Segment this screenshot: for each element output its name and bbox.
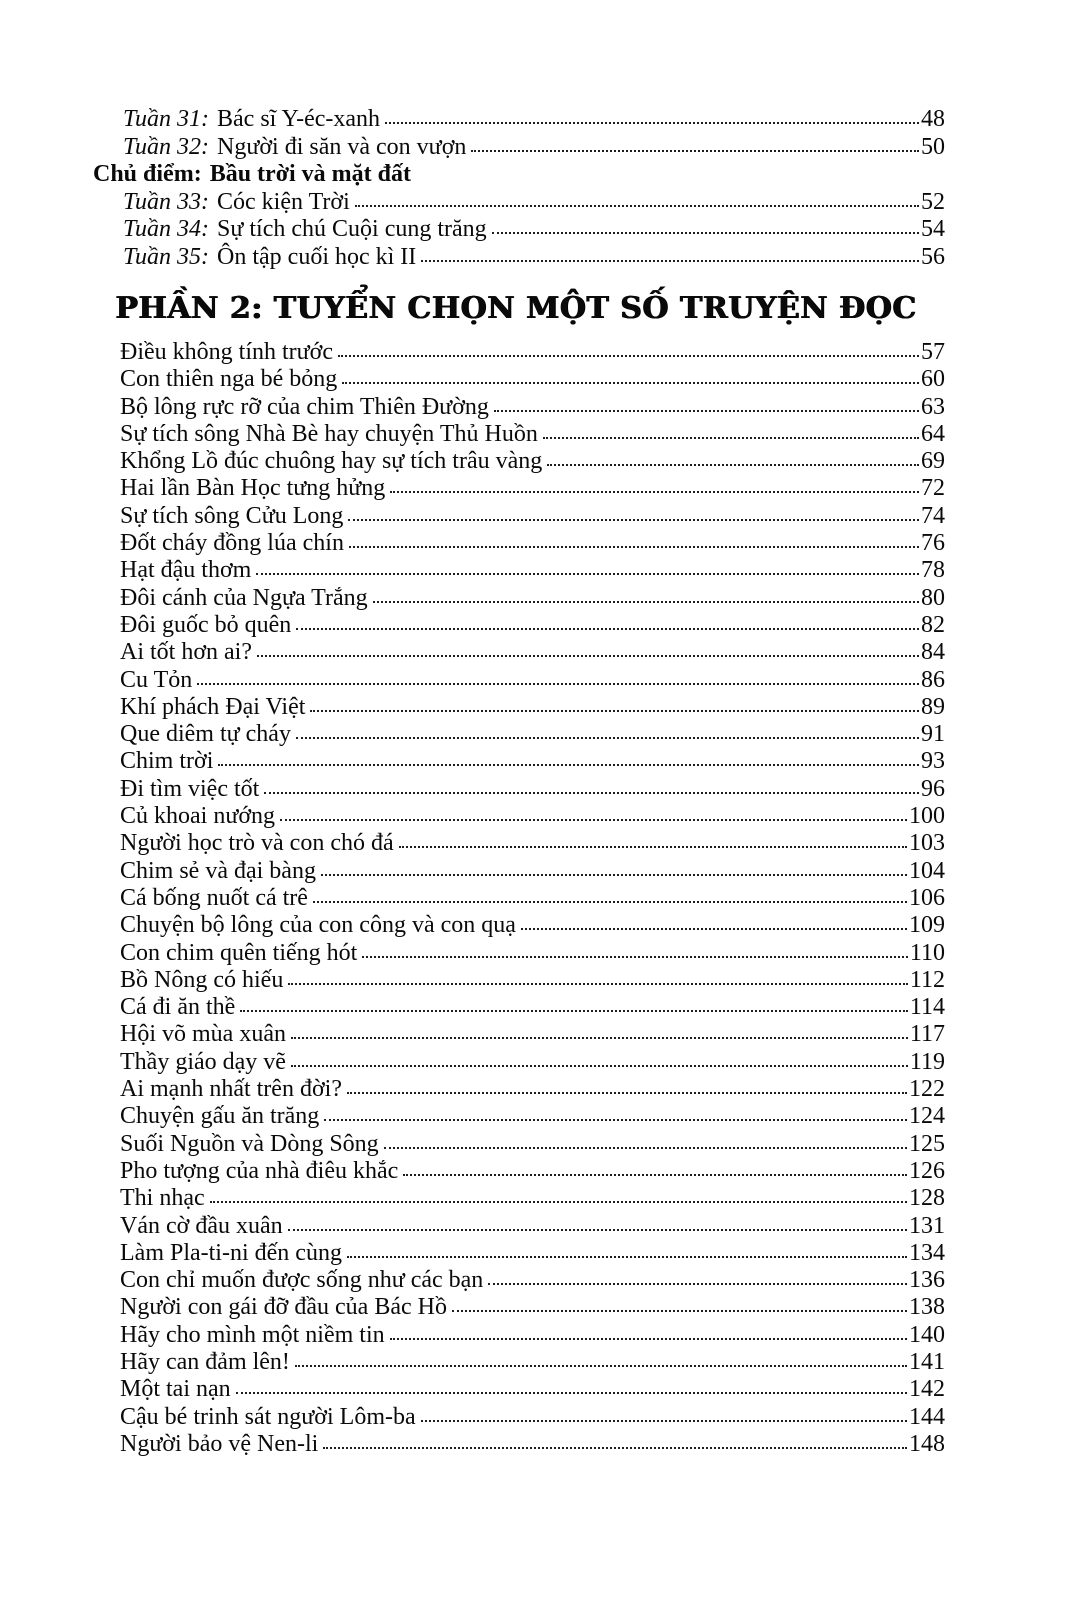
- entry-title: Suối Nguồn và Dòng Sông: [120, 1130, 379, 1157]
- dotted-leader: [295, 1365, 907, 1367]
- entry-title: Điều không tính trước: [120, 339, 333, 365]
- dotted-leader: [399, 846, 907, 848]
- toc-entry: [93, 366, 945, 393]
- dotted-leader: [280, 819, 907, 821]
- entry-title: Thầy giáo dạy vẽ: [120, 1048, 286, 1075]
- toc-entry: [93, 448, 945, 475]
- toc-entry: [93, 216, 945, 244]
- toc-entry: [93, 639, 945, 666]
- page-number: 76: [921, 530, 945, 557]
- toc-entry: [93, 1021, 945, 1048]
- toc-entry: [93, 967, 945, 994]
- week-label: Tuần 32:: [123, 133, 210, 160]
- page-number: 82: [921, 611, 945, 638]
- toc-entry: [93, 1322, 945, 1349]
- entry-title: Sự tích chú Cuội cung trăng: [217, 216, 487, 242]
- toc-entry: [93, 530, 945, 557]
- toc-part2-list: [93, 339, 945, 1458]
- toc-entry: [93, 475, 945, 502]
- entry-title: Bầu trời và mặt đất: [209, 161, 411, 187]
- toc-entry: [93, 858, 945, 885]
- dotted-leader: [390, 491, 919, 493]
- page-number: 52: [921, 188, 945, 215]
- dotted-leader: [362, 956, 908, 958]
- page-number: 78: [921, 557, 945, 584]
- page-number: 100: [909, 803, 945, 830]
- dotted-leader: [310, 710, 919, 712]
- entry-title: Sự tích sông Nhà Bè hay chuyện Thủ Huồn: [120, 420, 538, 447]
- entry-title: Que diêm tự cháy: [120, 721, 291, 748]
- page-number: 134: [909, 1239, 945, 1266]
- part2-heading: PHẦN 2: TUYỂN CHỌN MỘT SỐ TRUYỆN ĐỌC: [115, 291, 917, 326]
- entry-title: Chuyện bộ lông của con công và con quạ: [120, 912, 516, 939]
- toc-entry: [93, 776, 945, 803]
- entry-title: Bộ lông rực rỡ của chim Thiên Đường: [120, 393, 489, 420]
- theme-label: Chủ điểm:: [93, 161, 202, 187]
- entry-title: Cá đi ăn thề: [120, 994, 236, 1021]
- toc-theme-entry: [93, 161, 945, 189]
- toc-entry: [93, 1349, 945, 1376]
- entry-title: Củ khoai nướng: [120, 803, 276, 830]
- page-number: 128: [909, 1185, 945, 1212]
- dotted-leader: [210, 1201, 907, 1203]
- page-number: 91: [921, 721, 945, 748]
- toc-entry: [93, 394, 945, 421]
- page-number: 103: [909, 830, 945, 857]
- page-number: 54: [921, 216, 945, 242]
- dotted-leader: [218, 764, 919, 766]
- toc-entry: [93, 1049, 945, 1076]
- dotted-leader: [494, 410, 919, 412]
- toc-entry: [93, 1240, 945, 1267]
- dotted-leader: [313, 901, 907, 903]
- page-number: 142: [909, 1376, 945, 1403]
- entry-title: Ai mạnh nhất trên đời?: [120, 1076, 342, 1103]
- page-number: 131: [909, 1212, 945, 1239]
- toc-entry: [93, 612, 945, 639]
- toc-entry: [93, 885, 945, 912]
- toc-entry: [93, 106, 945, 134]
- toc-entry: [93, 503, 945, 530]
- toc-entry: [93, 721, 945, 748]
- entry-title: Ván cờ đầu xuân: [120, 1212, 283, 1239]
- page-number: 148: [909, 1430, 945, 1457]
- entry-title: Cậu bé trinh sát người Lôm-ba: [120, 1403, 416, 1430]
- dotted-leader: [390, 1338, 907, 1340]
- page-number: 110: [909, 939, 945, 966]
- entry-title: Bồ Nông có hiếu: [120, 966, 284, 993]
- entry-title: Con chỉ muốn được sống như các bạn: [120, 1267, 484, 1294]
- entry-title: Con chim quên tiếng hót: [120, 939, 358, 966]
- dotted-leader: [385, 122, 919, 124]
- page-number: 104: [909, 857, 945, 884]
- dotted-leader: [236, 1392, 907, 1394]
- toc-entry: [93, 1213, 945, 1240]
- dotted-leader: [421, 260, 919, 262]
- week-label: Tuần 33:: [123, 188, 210, 215]
- entry-title: Bác sĩ Y-éc-xanh: [217, 106, 381, 132]
- page-number: 141: [909, 1348, 945, 1375]
- entry-title: Ôn tập cuối học kì II: [217, 243, 417, 270]
- page-number: 140: [909, 1321, 945, 1348]
- entry-title: Cá bống nuốt cá trê: [120, 884, 308, 911]
- dotted-leader: [321, 874, 907, 876]
- dotted-leader: [296, 628, 919, 630]
- entry-title: Ai tốt hơn ai?: [120, 639, 252, 666]
- toc-entry: [93, 421, 945, 448]
- page-number: 63: [921, 393, 945, 420]
- dotted-leader: [421, 1420, 907, 1422]
- toc-entry: [93, 803, 945, 830]
- toc-entry: [93, 1185, 945, 1212]
- entry-title: Người đi săn và con vượn: [217, 133, 467, 160]
- toc-part1-list: [93, 106, 945, 271]
- page-number: 80: [921, 584, 945, 611]
- toc-entry: [93, 1158, 945, 1185]
- entry-title: Hạt đậu thơm: [120, 557, 252, 584]
- page-number: 96: [921, 775, 945, 802]
- toc-entry: [93, 694, 945, 721]
- toc-entry: [93, 748, 945, 775]
- dotted-leader: [338, 355, 919, 357]
- dotted-leader: [257, 655, 919, 657]
- week-label: Tuần 35:: [123, 243, 210, 270]
- entry-title: Đôi guốc bỏ quên: [120, 611, 292, 638]
- dotted-leader: [373, 601, 919, 603]
- toc-entry: [93, 1404, 945, 1431]
- entry-title: Hai lần Bàn Học tưng hửng: [120, 475, 386, 502]
- dotted-leader: [543, 437, 919, 439]
- dotted-leader: [296, 737, 919, 739]
- page-number: 109: [909, 912, 945, 939]
- dotted-leader: [347, 1092, 907, 1094]
- toc-entry: [93, 585, 945, 612]
- page-number: 124: [909, 1103, 945, 1130]
- page-number: 136: [909, 1267, 945, 1294]
- dotted-leader: [355, 205, 919, 207]
- entry-title: Hội võ mùa xuân: [120, 1021, 286, 1048]
- toc-entry: [93, 1267, 945, 1294]
- toc-entry: [93, 244, 945, 272]
- toc-entry: [93, 1131, 945, 1158]
- page-number: 138: [909, 1294, 945, 1321]
- entry-title: Hãy cho mình một niềm tin: [120, 1321, 385, 1348]
- entry-title: Khí phách Đại Việt: [120, 693, 306, 720]
- entry-title: Làm Pla-ti-ni đến cùng: [120, 1239, 342, 1266]
- page-number: 69: [921, 448, 945, 475]
- entry-title: Cóc kiện Trời: [217, 188, 350, 215]
- dotted-leader: [264, 792, 919, 794]
- entry-title: Đốt cháy đồng lúa chín: [120, 530, 344, 557]
- dotted-leader: [349, 546, 919, 548]
- dotted-leader: [488, 1283, 907, 1285]
- page-number: 112: [909, 966, 945, 993]
- page-number: 48: [921, 106, 945, 132]
- toc-entry: [93, 1376, 945, 1403]
- dotted-leader: [291, 1037, 908, 1039]
- page-number: 126: [909, 1157, 945, 1184]
- toc-entry: [93, 1103, 945, 1130]
- toc-entry: [93, 134, 945, 162]
- dotted-leader: [347, 1256, 907, 1258]
- dotted-leader: [256, 573, 919, 575]
- page-number: 64: [921, 420, 945, 447]
- page-number: 122: [909, 1076, 945, 1103]
- dotted-leader: [342, 382, 919, 384]
- toc-entry: [93, 940, 945, 967]
- entry-title: Đi tìm việc tốt: [120, 775, 260, 802]
- toc-entry: [93, 1076, 945, 1103]
- toc-entry: [93, 1294, 945, 1321]
- dotted-leader: [492, 232, 919, 234]
- page-number: 57: [921, 339, 945, 365]
- page-number: 119: [909, 1048, 945, 1075]
- page-number: 114: [909, 994, 945, 1021]
- page-number: 144: [909, 1403, 945, 1430]
- page-number: 50: [921, 133, 945, 160]
- page-number: 84: [921, 639, 945, 666]
- page-number: 93: [921, 748, 945, 775]
- toc-entry: [93, 912, 945, 939]
- entry-title: Hãy can đảm lên!: [120, 1348, 290, 1375]
- entry-title: Cu Tỏn: [120, 666, 193, 693]
- entry-title: Sự tích sông Cửu Long: [120, 502, 344, 529]
- page-number: 86: [921, 666, 945, 693]
- toc-entry: [93, 830, 945, 857]
- dotted-leader: [403, 1174, 907, 1176]
- dotted-leader: [348, 519, 919, 521]
- entry-title: Đôi cánh của Ngựa Trắng: [120, 584, 368, 611]
- entry-title: Chim sẻ và đại bàng: [120, 857, 316, 884]
- entry-title: Chim trời: [120, 748, 214, 775]
- toc-entry: [93, 189, 945, 217]
- toc-entry: [93, 994, 945, 1021]
- entry-title: Khổng Lồ đúc chuông hay sự tích trâu vàng: [120, 448, 543, 475]
- dotted-leader: [452, 1310, 907, 1312]
- toc-entry: [93, 1431, 945, 1458]
- toc-entry: [93, 667, 945, 694]
- entry-title: Người học trò và con chó đá: [120, 830, 394, 857]
- entry-title: Con thiên nga bé bỏng: [120, 366, 338, 393]
- dotted-leader: [521, 928, 907, 930]
- entry-title: Thi nhạc: [120, 1185, 205, 1212]
- page-number: 56: [921, 243, 945, 270]
- dotted-leader: [324, 1119, 907, 1121]
- dotted-leader: [240, 1010, 908, 1012]
- dotted-leader: [197, 683, 919, 685]
- page-number: 125: [909, 1130, 945, 1157]
- week-label: Tuần 34:: [123, 216, 210, 242]
- week-label: Tuần 31:: [123, 106, 210, 132]
- dotted-leader: [471, 150, 919, 152]
- toc-entry: [93, 339, 945, 366]
- page-number: 72: [921, 475, 945, 502]
- dotted-leader: [384, 1147, 907, 1149]
- dotted-leader: [291, 1065, 908, 1067]
- page-number: 89: [921, 693, 945, 720]
- page-number: 117: [909, 1021, 945, 1048]
- entry-title: Người bảo vệ Nen-li: [120, 1430, 319, 1457]
- page-number: 74: [921, 502, 945, 529]
- entry-title: Người con gái đỡ đầu của Bác Hồ: [120, 1294, 447, 1321]
- dotted-leader: [288, 1229, 907, 1231]
- entry-title: Pho tượng của nhà điêu khắc: [120, 1157, 399, 1184]
- entry-title: Chuyện gấu ăn trăng: [120, 1103, 320, 1130]
- toc-entry: [93, 557, 945, 584]
- page-number: 106: [909, 884, 945, 911]
- page-number: 60: [921, 366, 945, 393]
- dotted-leader: [323, 1447, 907, 1449]
- dotted-leader: [547, 464, 919, 466]
- dotted-leader: [288, 983, 908, 985]
- entry-title: Một tai nạn: [120, 1376, 231, 1403]
